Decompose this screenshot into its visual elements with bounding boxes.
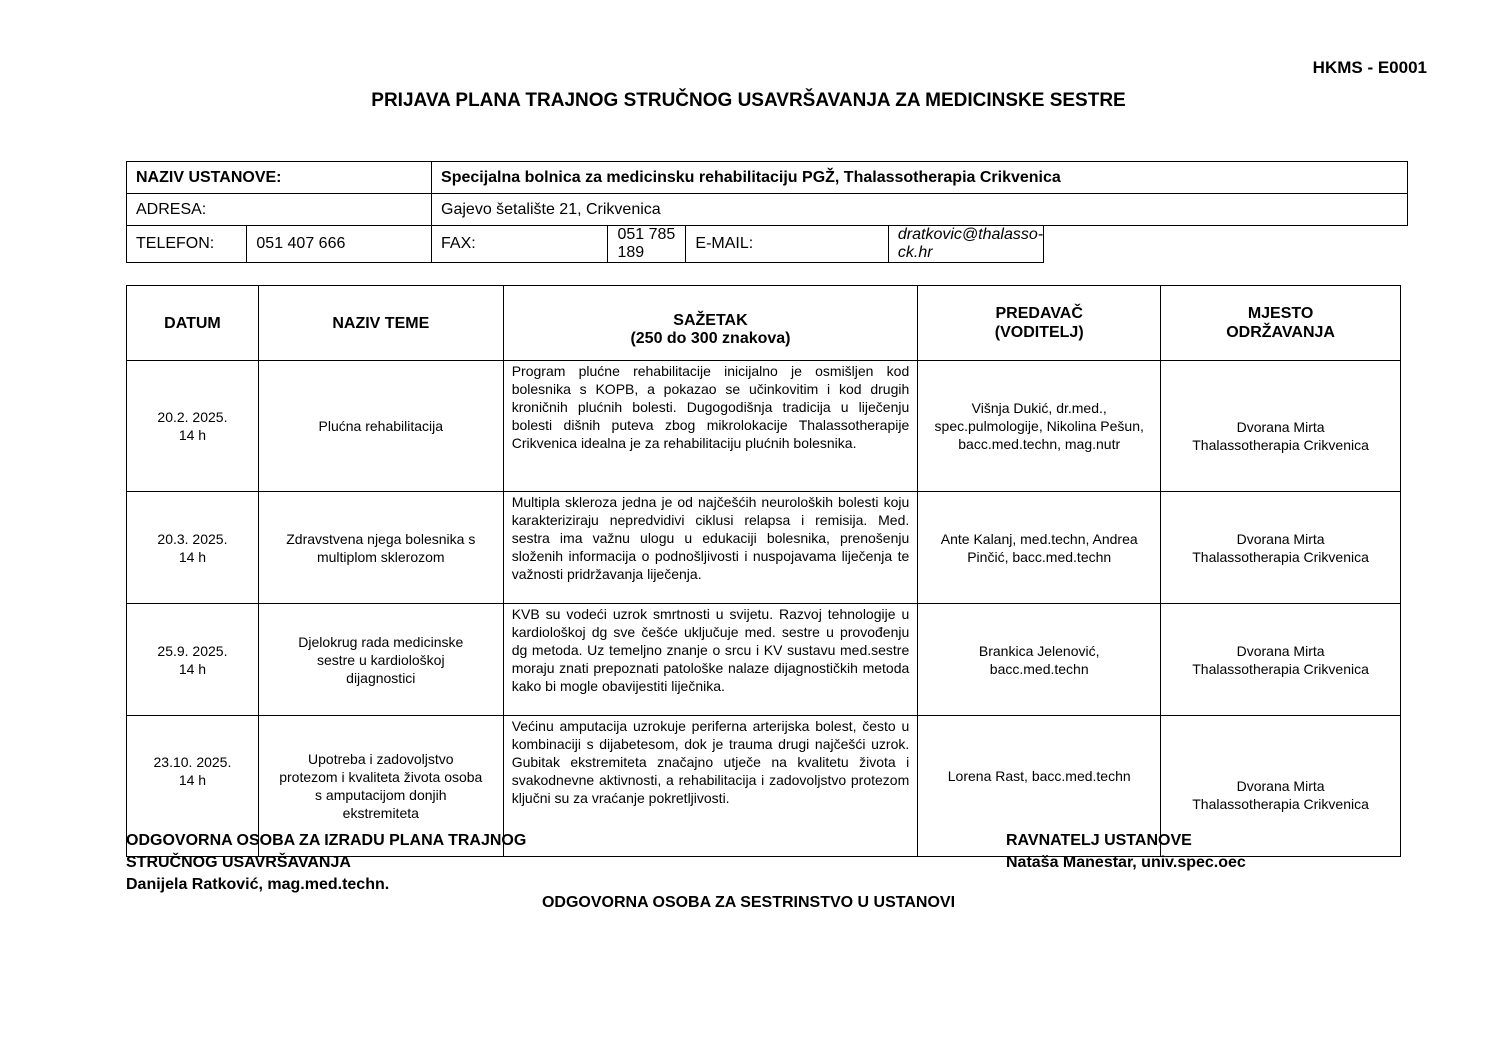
director-name: Nataša Manestar, univ.spec.oec	[1006, 854, 1246, 871]
institution-contact-row	[127, 226, 1408, 263]
topic-cell	[258, 361, 503, 492]
address-value: Gajevo šetalište 21, Crikvenica	[432, 194, 1408, 226]
institution-table	[126, 161, 1408, 263]
responsible-name: Danijela Ratković, mag.med.techn.	[126, 876, 390, 893]
nursing-responsible-title: ODGOVORNA OSOBA ZA SESTRINSTVO U USTANOVI	[541, 894, 956, 911]
venue-cell	[1161, 492, 1401, 604]
institution-name-value: Specijalna bolnica za medicinsku rehabilitaciju PGŽ, Thalassotherapia Crikvenica	[432, 162, 1408, 194]
responsible-person-block	[126, 830, 626, 896]
page-title: PRIJAVA PLANA TRAJNOG STRUČNOG USAVRŠAVANJA ZA MEDICINSKE SESTRE	[371, 90, 1126, 111]
summary-cell	[503, 604, 918, 716]
time-value: 14 h	[178, 660, 207, 677]
date-cell	[127, 604, 259, 716]
date-value: 20.3. 2025.	[157, 530, 228, 547]
time-value: 14 h	[178, 548, 207, 565]
col-header-date	[127, 286, 259, 361]
venue-line1: Dvorana Mirta	[1236, 530, 1325, 547]
topic-value: Djelokrug rada medicinske sestre u kardiološkoj dijagnostici	[298, 633, 464, 686]
topic-value: Upotreba i zadovoljstvo protezom i kvaliteta života osoba s amputacijom donjih ekstremiteta	[279, 751, 483, 821]
institution-name-label: NAZIV USTANOVE:	[127, 162, 432, 194]
lecturer-header-line2: (VODITELJ)	[994, 324, 1084, 341]
summary-value: Većinu amputacija uzrokuje periferna arterijska bolest, često u kombinaciji s dijabetesom, dok je trauma drugi najčešći uzrok. Gubitak ekstremiteta značajno utječe na kvalitetu života i svakodnevne aktivnosti, a rehabilitacija i zadovoljstvo protezom ključni su za vraćanje pokretljivosti.	[511, 718, 910, 806]
date-value: 23.10. 2025.	[153, 754, 232, 770]
summary-cell	[503, 361, 918, 492]
col-header-lecturer	[918, 286, 1161, 361]
topic-value: Plućna rehabilitacija	[318, 418, 444, 434]
lecturer-cell	[918, 492, 1161, 604]
director-block	[1006, 830, 1406, 874]
date-cell	[127, 492, 259, 604]
lecturer-value: Brankica Jelenović, bacc.med.techn	[978, 642, 1100, 677]
lecturer-header-line1: PREDAVAČ	[995, 305, 1083, 322]
time-value: 14 h	[178, 427, 207, 443]
date-value: 20.2. 2025.	[157, 409, 228, 425]
summary-header: SAŽETAK	[673, 312, 748, 329]
director-title: RAVNATELJ USTANOVE	[1006, 832, 1192, 849]
phone-value: 051 407 666	[247, 226, 432, 263]
venue-cell	[1161, 361, 1401, 492]
venue-line1: Dvorana Mirta	[1236, 778, 1325, 794]
lecturer-cell	[918, 361, 1161, 492]
venue-header-line2: ODRŽAVANJA	[1226, 324, 1335, 341]
responsible-title-line1: ODGOVORNA OSOBA ZA IZRADU PLANA TRAJNOG	[126, 832, 527, 849]
venue-line2: Thalassotherapia Crikvenica	[1192, 437, 1369, 453]
email-label: E-MAIL:	[686, 226, 888, 263]
topic-cell	[258, 604, 503, 716]
venue-line1: Dvorana Mirta	[1236, 642, 1325, 659]
col-header-topic	[258, 286, 503, 361]
col-header-venue	[1161, 286, 1401, 361]
summary-header-note: (250 do 300 znakova)	[630, 330, 791, 347]
date-value: 25.9. 2025.	[157, 642, 228, 659]
venue-line2: Thalassotherapia Crikvenica	[1192, 548, 1369, 565]
fax-value: 051 785 189	[608, 226, 686, 263]
topic-header: NAZIV TEME	[332, 314, 430, 332]
venue-line1: Dvorana Mirta	[1236, 419, 1325, 435]
topic-value: Zdravstvena njega bolesnika s multiplom sklerozom	[286, 530, 476, 565]
col-header-summary	[503, 286, 918, 361]
venue-cell	[1161, 604, 1401, 716]
lecturer-value: Višnja Dukić, dr.med., spec.pulmologije, Nikolina Pešun, bacc.med.techn, mag.nutr	[934, 400, 1144, 452]
summary-cell	[503, 492, 918, 604]
fax-label: FAX:	[432, 226, 608, 263]
summary-value: KVB su vodeći uzrok smrtnosti u svijetu. Razvoj tehnologije u kardiološkoj dg sve češće uključuje med. sestre u provođenju dg metoda. Uz temeljno znanje o srcu i KV sustavu med.sestre moraju znati prepoznati patološke nalaze dijagnostičkih metoda kako bi mogle obavijestiti liječnika.	[511, 606, 910, 694]
venue-line2: Thalassotherapia Crikvenica	[1192, 660, 1369, 677]
phone-label: TELEFON:	[127, 226, 247, 263]
table-row	[127, 361, 1401, 492]
date-header: DATUM	[164, 314, 221, 332]
venue-line2: Thalassotherapia Crikvenica	[1192, 796, 1369, 812]
institution-address-row	[127, 194, 1408, 226]
address-label: ADRESA:	[127, 194, 432, 226]
institution-name-row	[127, 162, 1408, 194]
time-value: 14 h	[178, 772, 207, 788]
lecturer-cell	[918, 604, 1161, 716]
lecturer-value: Lorena Rast, bacc.med.techn	[947, 768, 1131, 784]
table-row	[127, 492, 1401, 604]
date-cell	[127, 361, 259, 492]
summary-value: Multipla skleroza jedna je od najčešćih neuroloških bolesti koju karakteriziraju nepredvidivi ciklusi relapsa i remisija. Med. sestra ima važnu ulogu u edukaciji bolesnika, prenošenju složenih informacija o podnošljivosti i nuspojavama liječenja te važnosti pridržavanja liječenja.	[511, 494, 910, 582]
lecturer-value: Ante Kalanj, med.techn, Andrea Pinčić, bacc.med.techn	[940, 530, 1138, 565]
document-code: HKMS - E0001	[1312, 58, 1427, 77]
program-table	[126, 285, 1401, 857]
table-row	[127, 604, 1401, 716]
summary-value: Program plućne rehabilitacije inicijalno je osmišljen kod bolesnika s KOPB, a pokazao se učinkovitim i kod drugih kroničnih plućnih bolesti. Dugogodišnja tradicija u liječenju bolesti dišnih puteva zbog mikrolokacije Thalassotherapije Crikvenica idealna je za rehabilitaciju plućnih bolesnika.	[511, 363, 910, 451]
table-header-row	[127, 286, 1401, 361]
topic-cell	[258, 492, 503, 604]
email-value: dratkovic@thalasso-ck.hr	[888, 226, 1043, 263]
responsible-title-line2: STRUČNOG USAVRŠAVANJA	[126, 854, 351, 871]
venue-header-line1: MJESTO	[1247, 305, 1314, 322]
